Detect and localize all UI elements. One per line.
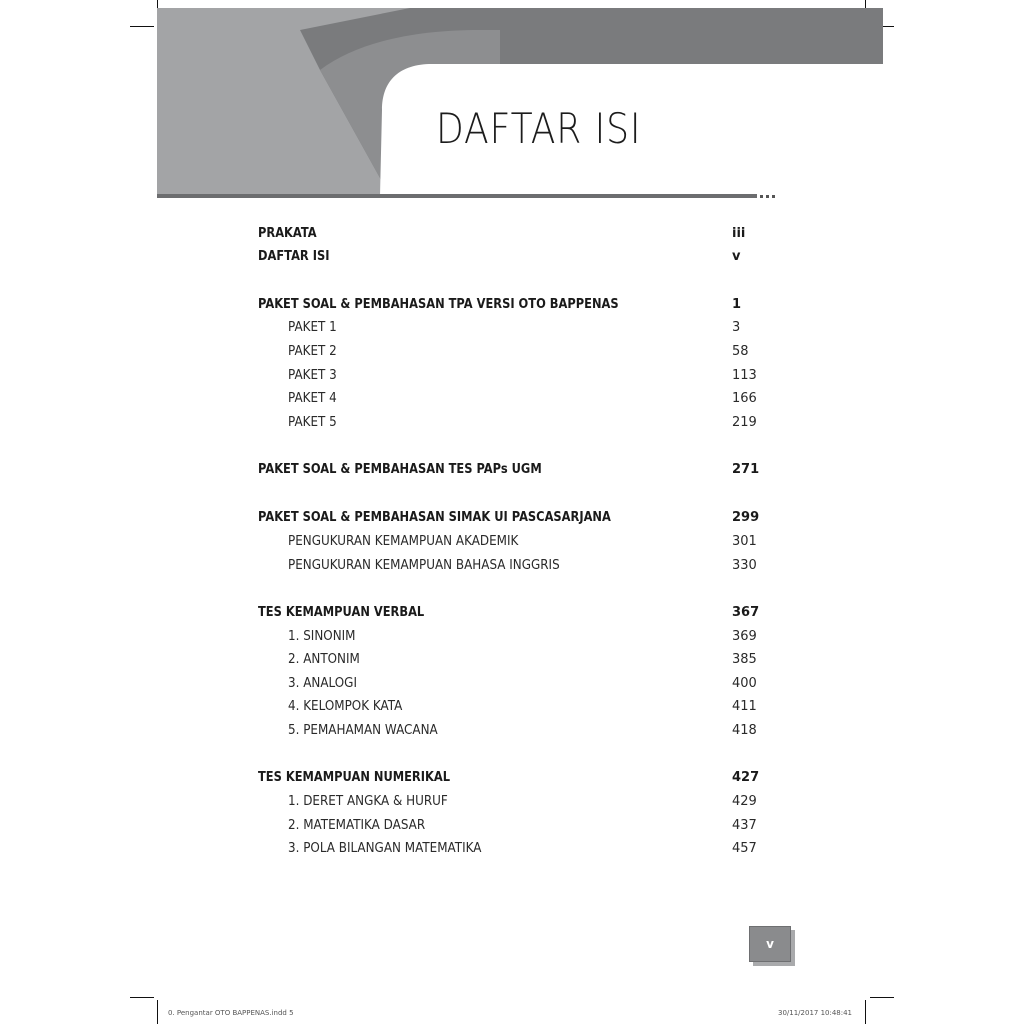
toc-subentry[interactable] [258, 839, 758, 859]
toc-page: 411 [732, 699, 757, 714]
toc-entry[interactable] [258, 224, 758, 244]
toc-subentry[interactable] [258, 556, 758, 576]
toc-entry[interactable] [258, 508, 758, 528]
toc-label: PAKET SOAL & PEMBAHASAN SIMAK UI PASCASARJANA [258, 510, 611, 525]
toc-page: 219 [732, 415, 757, 430]
toc-page: 457 [732, 841, 757, 856]
toc-entry[interactable] [258, 603, 758, 623]
toc-label: PAKET SOAL & PEMBAHASAN TPA VERSI OTO BAPPENAS [258, 297, 619, 312]
toc-label: PRAKATA [258, 226, 317, 241]
toc-page: 369 [732, 629, 757, 644]
toc-label: PAKET 1 [288, 320, 337, 335]
toc-label: 3. ANALOGI [288, 676, 357, 691]
toc-label: PAKET SOAL & PEMBAHASAN TES PAPs UGM [258, 462, 542, 477]
toc-subentry[interactable] [258, 366, 758, 386]
toc-label: PAKET 5 [288, 415, 337, 430]
rule-dot [772, 195, 775, 198]
toc-page: 330 [732, 558, 757, 573]
toc-label: TES KEMAMPUAN VERBAL [258, 605, 425, 620]
toc-page: 1 [732, 297, 742, 312]
crop-mark [157, 1000, 158, 1024]
toc-label: PAKET 3 [288, 368, 337, 383]
toc-page: 301 [732, 534, 757, 549]
toc-subentry[interactable] [258, 697, 758, 717]
toc-subentry[interactable] [258, 342, 758, 362]
toc-subentry[interactable] [258, 389, 758, 409]
crop-mark [130, 997, 154, 998]
toc-label: TES KEMAMPUAN NUMERIKAL [258, 770, 451, 785]
toc-subentry[interactable] [258, 792, 758, 812]
slug-filename: 0. Pengantar OTO BAPPENAS.indd 5 [168, 1009, 294, 1017]
toc-page: 429 [732, 794, 757, 809]
toc-entry[interactable] [258, 295, 758, 315]
toc-page: 271 [732, 462, 760, 477]
toc-entry[interactable] [258, 460, 758, 480]
toc-page: 418 [732, 723, 757, 738]
toc-page: 427 [732, 770, 760, 785]
crop-mark [865, 1000, 866, 1024]
toc-label: PAKET 2 [288, 344, 337, 359]
crop-mark [870, 997, 894, 998]
toc-page: 58 [732, 344, 749, 359]
toc-page: 437 [732, 818, 757, 833]
toc-page: 385 [732, 652, 757, 667]
rule-dot [760, 195, 763, 198]
toc-label: DAFTAR ISI [258, 249, 330, 264]
toc-page: 367 [732, 605, 760, 620]
toc-page: iii [732, 226, 746, 241]
toc-subentry[interactable] [258, 650, 758, 670]
toc-subentry[interactable] [258, 413, 758, 433]
toc-label: 2. MATEMATIKA DASAR [288, 818, 426, 833]
page-title: DAFTAR ISI [436, 104, 642, 153]
toc-subentry[interactable] [258, 721, 758, 741]
toc-page: v [732, 249, 741, 264]
toc-page: 400 [732, 676, 757, 691]
toc-page: 3 [732, 320, 741, 335]
toc-label: 1. DERET ANGKA & HURUF [288, 794, 448, 809]
toc-label: PENGUKURAN KEMAMPUAN AKADEMIK [288, 534, 519, 549]
toc-label: 3. POLA BILANGAN MATEMATIKA [288, 841, 482, 856]
toc-entry[interactable] [258, 768, 758, 788]
toc-page: 113 [732, 368, 757, 383]
toc-entry[interactable] [258, 247, 758, 267]
toc-subentry[interactable] [258, 532, 758, 552]
page-number-badge: v [749, 926, 791, 962]
toc-label: 5. PEMAHAMAN WACANA [288, 723, 438, 738]
toc-label: 2. ANTONIM [288, 652, 360, 667]
rule-dot [766, 195, 769, 198]
header-rule [157, 194, 757, 198]
toc-subentry[interactable] [258, 318, 758, 338]
toc-page: 166 [732, 391, 757, 406]
toc-page: 299 [732, 510, 760, 525]
toc-subentry[interactable] [258, 816, 758, 836]
slug-timestamp: 30/11/2017 10:48:41 [778, 1009, 853, 1017]
toc-subentry[interactable] [258, 674, 758, 694]
toc-label: 4. KELOMPOK KATA [288, 699, 403, 714]
toc-subentry[interactable] [258, 627, 758, 647]
toc-label: PENGUKURAN KEMAMPUAN BAHASA INGGRIS [288, 558, 560, 573]
toc-label: 1. SINONIM [288, 629, 356, 644]
toc-label: PAKET 4 [288, 391, 337, 406]
